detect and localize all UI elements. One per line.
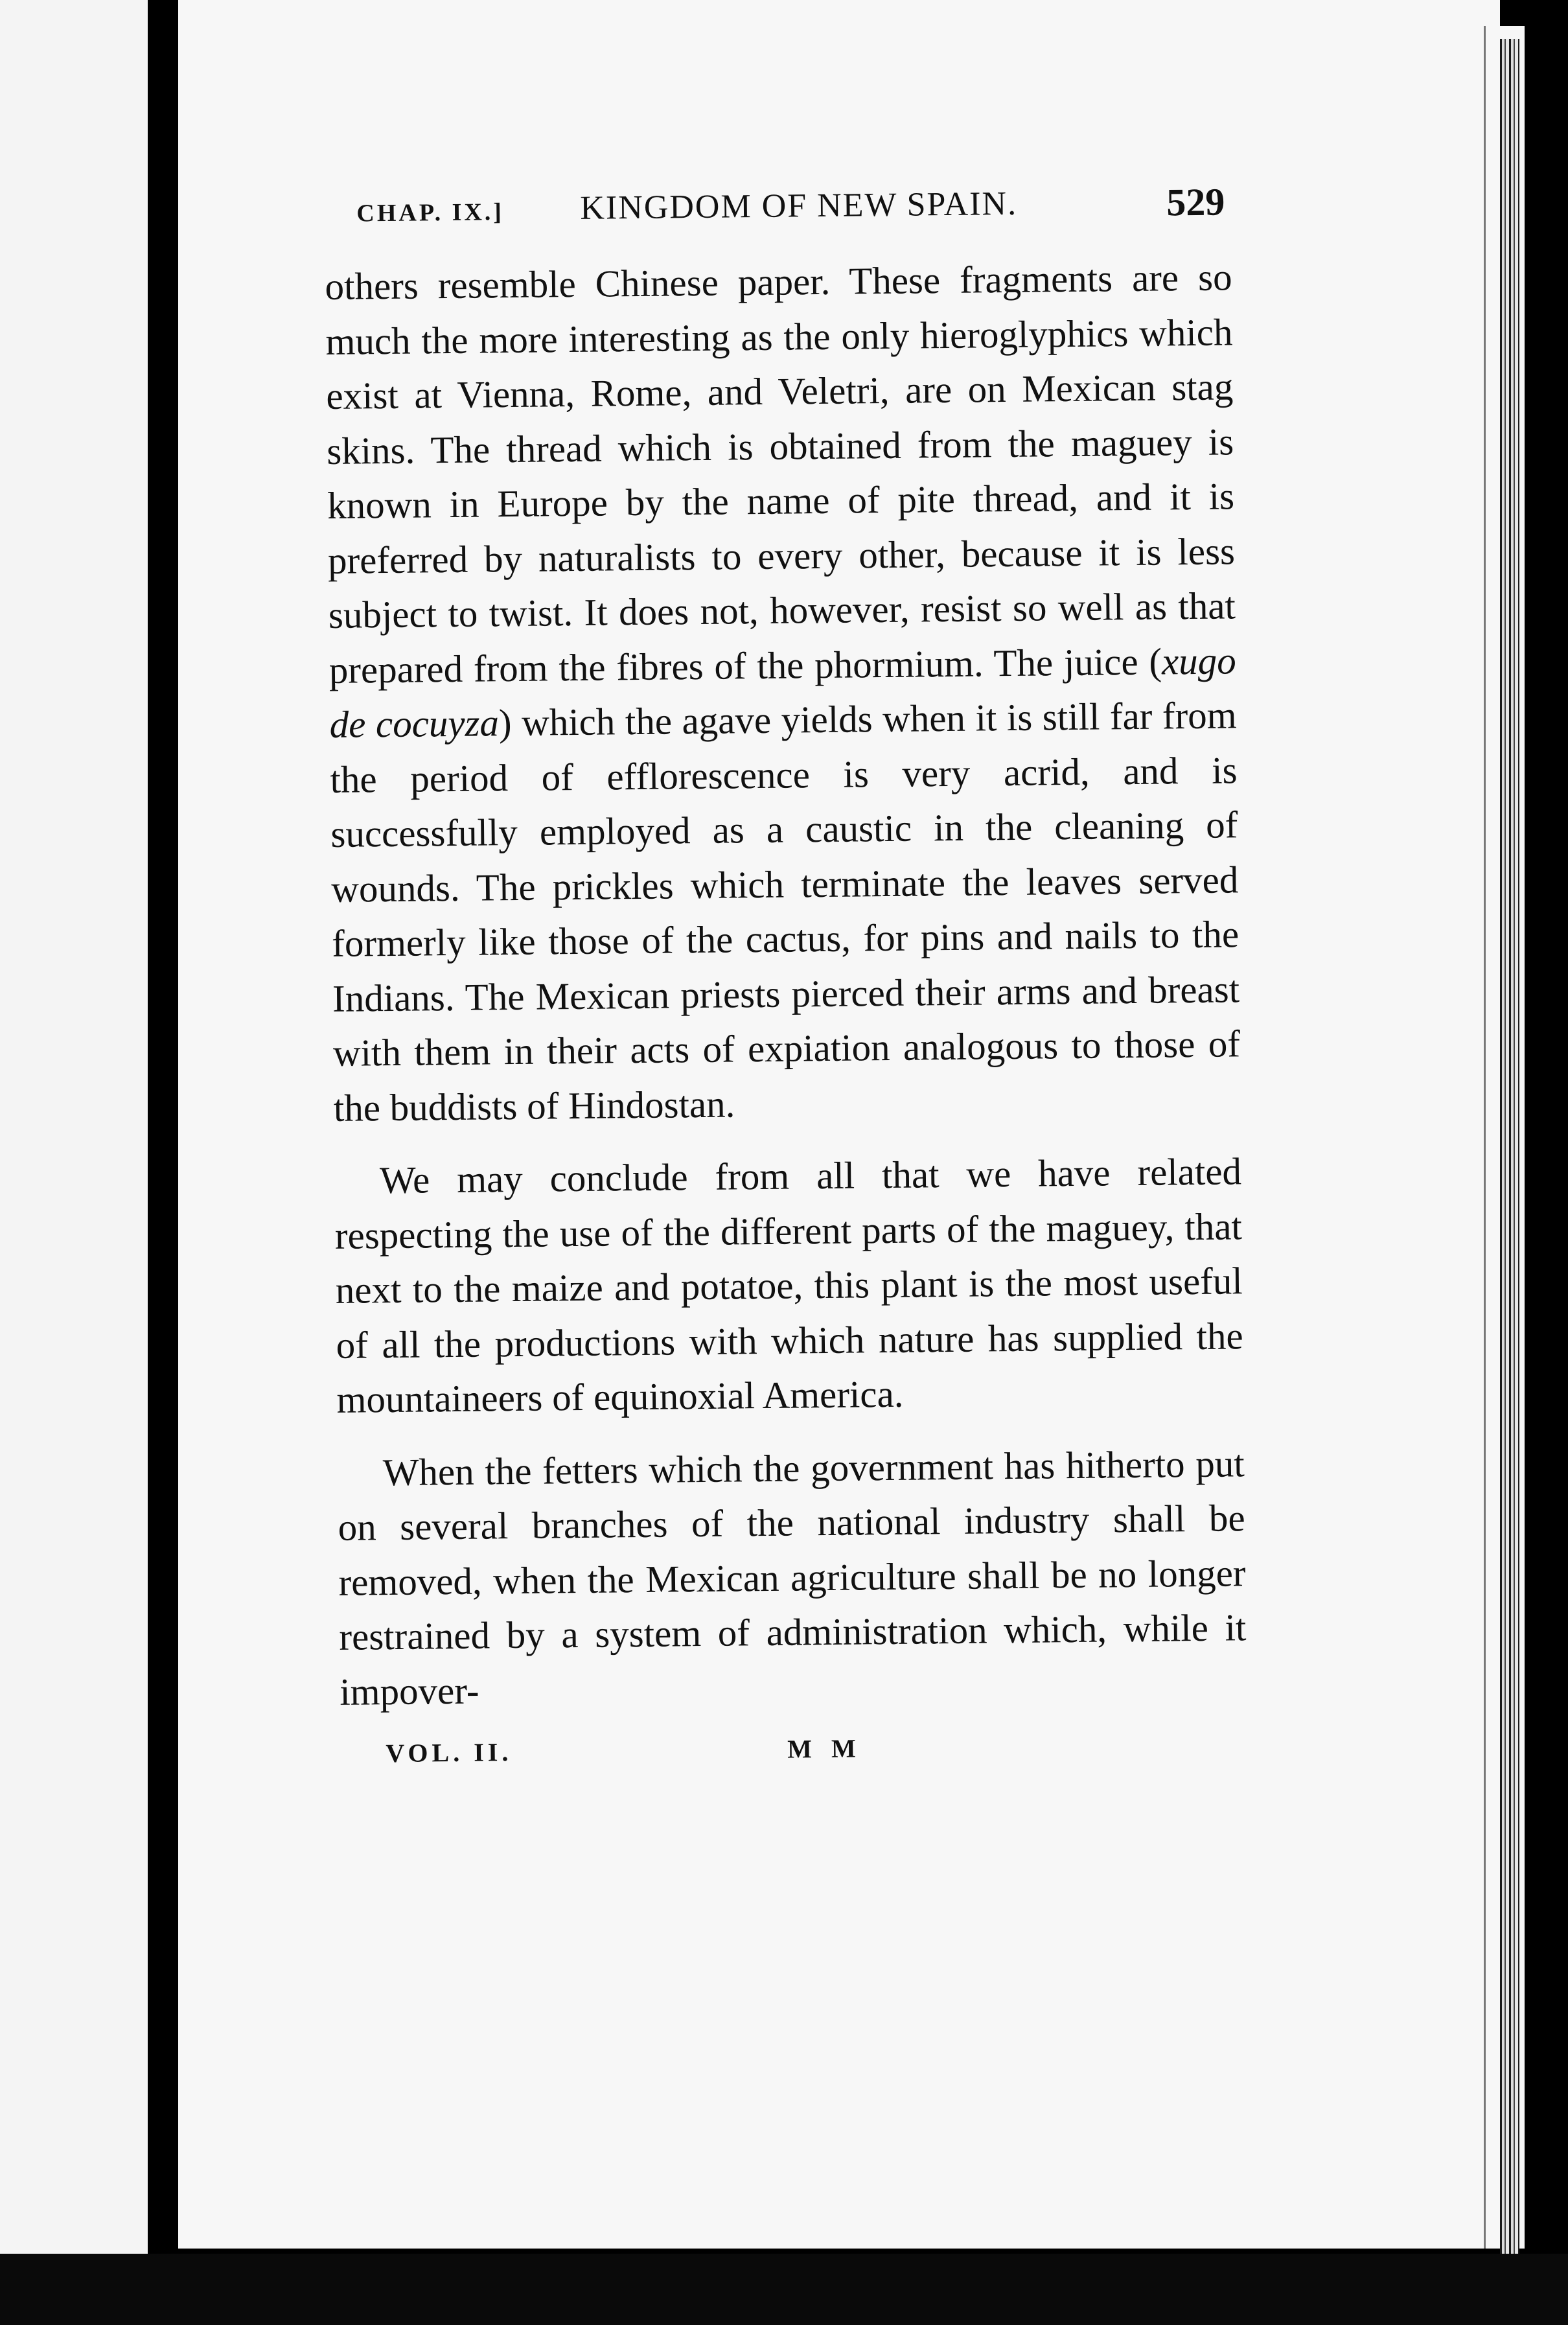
italic-term: xugo de cocuyza — [329, 638, 1237, 746]
paragraph-continued — [325, 249, 1241, 1135]
scan-border-bottom — [0, 2254, 1568, 2325]
page-footer — [340, 1722, 1248, 1784]
paragraph-conclusion: We may conclude from all that we have related respecting the use of the different parts of the maguey, that next to the maize and potatoe, this plant is the most useful of all the productions with which nature has supplied the mountaineers of equinoxial America. — [334, 1150, 1243, 1421]
left-page-edge — [0, 0, 148, 2325]
paragraph-text-after: ) which the agave yields when it is still far from the period of efflorescence is very acrid, and is successfully employed as a caustic in the cleaning of wounds. The prickles which terminate the leaves served formerly like those of the cactus, for pins and nails to the Indians. The Mexican priests pierced their arms and breast with them in their acts of expiation analogous to those of the buddists of Hindostan. — [330, 693, 1241, 1129]
volume-label: VOL. II. — [386, 1737, 513, 1768]
paragraph-text-before: others resemble Chinese paper. These fragments are so much the more interesting as the only hieroglyphics which exist at Vienna, Rome, and Veletri, are on Mexican stag skins. The thread which is obtained from the maguey is known in Europe by the name of pite thread, and it is preferred by naturalists to every other, because it is less subject to twist. It does not, however, resist so well as that prepared from the fibres of the phormium. The juice ( — [325, 255, 1236, 691]
page-stack-edge — [1500, 39, 1519, 2255]
chapter-label: CHAP. IX.] — [356, 198, 505, 227]
paragraph-fetters: When the fetters which the government has hitherto put on several branches of the national industry shall be removed, when the Mexican agriculture shall be no longer restrained by a system of administration which, while it impover- — [338, 1441, 1247, 1713]
running-title: KINGDOM OF NEW SPAIN. — [580, 185, 1018, 227]
page-number: 529 — [1166, 180, 1225, 224]
signature-mark: M M — [787, 1733, 863, 1764]
page-text-block — [324, 178, 1248, 1784]
running-header — [324, 178, 1232, 246]
